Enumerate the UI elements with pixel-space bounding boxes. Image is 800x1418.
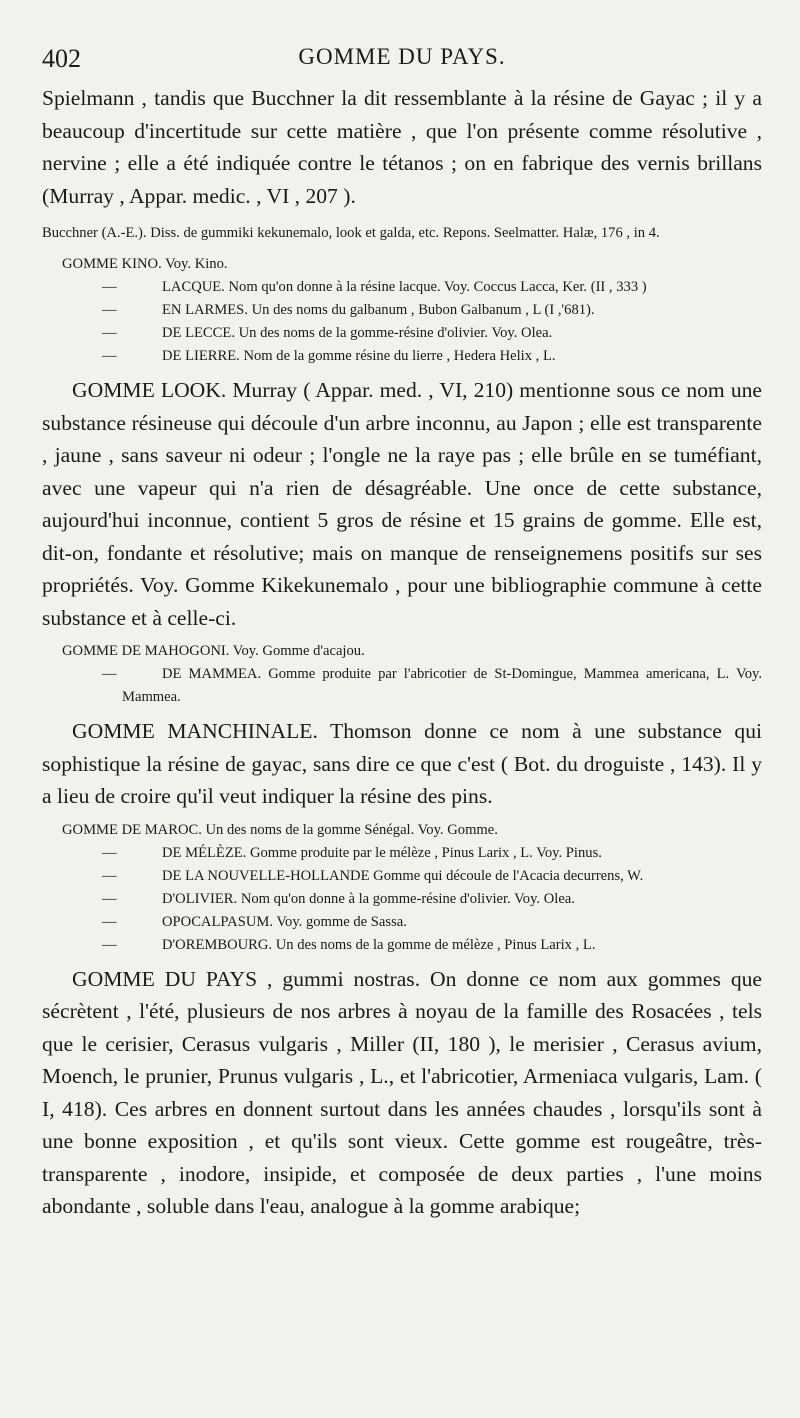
page-header bbox=[42, 44, 762, 82]
entry-orembourg: — D'OREMBOURG. Un des noms de la gomme de mélèze , Pinus Larix , L. bbox=[102, 936, 596, 953]
entry-mammea: — DE MAMMEA. Gomme produite par l'abricotier de St-Domingue, Mammea americana, L. Voy. Mammea. bbox=[102, 666, 762, 705]
entry-text: DE LIERRE. Nom de la gomme résine du lierre , Hedera Helix , L. bbox=[162, 348, 556, 364]
entry-gomme-du-pays: GOMME DU PAYS , gummi nostras. On donne ce nom aux gommes que sécrètent , l'été, plusieurs de nos arbres à noyau de la famille des Rosacées , tels que le cerisier, Cerasus vulgaris , Miller (II, 180 ), le merisier , Cerasus avium, Moench, le prunier, Prunus vulgaris , L., et l'abricotier, Armeniaca vulgaris, Lam. ( I, 418). Ces arbres en donnent surtout dans les années chaudes , lorsqu'ils sont à une bonne exposition , et qu'ils sont vieux. Cette gomme est rougeâtre, très-transparente , inodore, insipide, et composée de deux parties , l'une moins abondante , soluble dans l'eau, analogue à la gomme arabique; bbox=[42, 966, 762, 1218]
entry-text: EN LARMES. Un des noms du galbanum , Bubon Galbanum , L (I ,'681). bbox=[162, 302, 595, 318]
entry-lacque: — LACQUE. Nom qu'on donne à la résine lacque. Voy. Coccus Lacca, Ker. (II , 333 ) bbox=[102, 279, 647, 295]
bibliography-reference: Bucchner (A.-E.). Diss. de gummiki kekunemalo, look et galda, etc. Repons. Seelmatter. Halæ, 176 , in 4. bbox=[42, 225, 660, 241]
entry-text: OPOCALPASUM. Voy. gomme de Sassa. bbox=[162, 913, 407, 930]
running-head: GOMME DU PAYS. bbox=[298, 44, 506, 69]
entry-text: DE MÉLÈZE. Gomme produite par le mélèze , Pinus Larix , L. Voy. Pinus. bbox=[162, 844, 602, 861]
entry-de-lierre: — DE LIERRE. Nom de la gomme résine du lierre , Hedera Helix , L. bbox=[102, 348, 556, 364]
entry-de-lecce: — DE LECCE. Un des noms de la gomme-résine d'olivier. Voy. Olea. bbox=[102, 325, 553, 341]
entry-text: DE LECCE. Un des noms de la gomme-résine d'olivier. Voy. Olea. bbox=[162, 325, 553, 341]
entry-block-kino bbox=[42, 222, 762, 368]
entry-text: D'OLIVIER. Nom qu'on donne à la gomme-résine d'olivier. Voy. Olea. bbox=[162, 890, 575, 907]
entry-gomme-kino: GOMME KINO. Voy. Kino. bbox=[62, 256, 228, 272]
page-number: 402 bbox=[42, 44, 81, 73]
entry-olivier: — D'OLIVIER. Nom qu'on donne à la gomme-résine d'olivier. Voy. Olea. bbox=[102, 890, 575, 907]
entry-en-larmes: — EN LARMES. Un des noms du galbanum , Bubon Galbanum , L (I ,'681). bbox=[102, 302, 595, 318]
entry-gomme-mahogoni: GOMME DE MAHOGONI. Voy. Gomme d'acajou. bbox=[62, 643, 365, 659]
entry-opocalpasum: — OPOCALPASUM. Voy. gomme de Sassa. bbox=[102, 913, 407, 930]
paragraph-continuation: Spielmann , tandis que Bucchner la dit ressemblante à la résine de Gayac ; il y a beaucoup d'incertitude sur cette matière , que l'on présente comme résolutive , nervine ; elle a été indiquée contre le tétanos ; on en fabrique des vernis brillans (Murray , Appar. medic. , VI , 207 ). bbox=[42, 86, 762, 208]
entry-text: LACQUE. Nom qu'on donne à la résine lacque. Voy. Coccus Lacca, Ker. (II , 333 ) bbox=[162, 279, 647, 295]
entry-text: DE MAMMEA. Gomme produite par l'abricotier de St-Domingue, Mammea americana, L. Voy. Mammea. bbox=[122, 666, 762, 705]
entry-gomme-maroc: GOMME DE MAROC. Un des noms de la gomme Sénégal. Voy. Gomme. bbox=[62, 821, 498, 838]
entry-nouvelle-hollande: — DE LA NOUVELLE-HOLLANDE Gomme qui découle de l'Acacia decurrens, W. bbox=[102, 867, 644, 884]
entry-gomme-manchinale: GOMME MANCHINALE. Thomson donne ce nom à une substance qui sophistique la résine de gayac, sans dire ce que c'est ( Bot. du droguiste , 143). Il y a lieu de croire qu'il veut indiquer la résine des pins. bbox=[42, 719, 762, 808]
entry-meleze: — DE MÉLÈZE. Gomme produite par le mélèze , Pinus Larix , L. Voy. Pinus. bbox=[102, 844, 602, 861]
entry-block-mahogoni bbox=[42, 640, 762, 709]
entry-gomme-look: GOMME LOOK. Murray ( Appar. med. , VI, 210) mentionne sous ce nom une substance résineuse qui découle d'un arbre inconnu, au Japon ; elle est transparente , jaune , sans saveur ni odeur ; l'ongle ne la raye pas ; elle brûle en se tuméfiant, avec une vapeur qui n'a rien de désagréable. Une once de cette substance, aujourd'hui inconnue, contient 5 gros de résine et 15 grains de gomme. Elle est, dit-on, fondante et résolutive; mais on manque de renseignemens positifs sur ses propriétés. Voy. Gomme Kikekunemalo , pour une bibliographie commune à cette substance et à celle-ci. bbox=[42, 378, 762, 630]
entry-text: DE LA NOUVELLE-HOLLANDE Gomme qui découle de l'Acacia decurrens, W. bbox=[162, 867, 644, 884]
entry-text: D'OREMBOURG. Un des noms de la gomme de mélèze , Pinus Larix , L. bbox=[162, 936, 596, 953]
entry-block-maroc bbox=[42, 819, 762, 957]
